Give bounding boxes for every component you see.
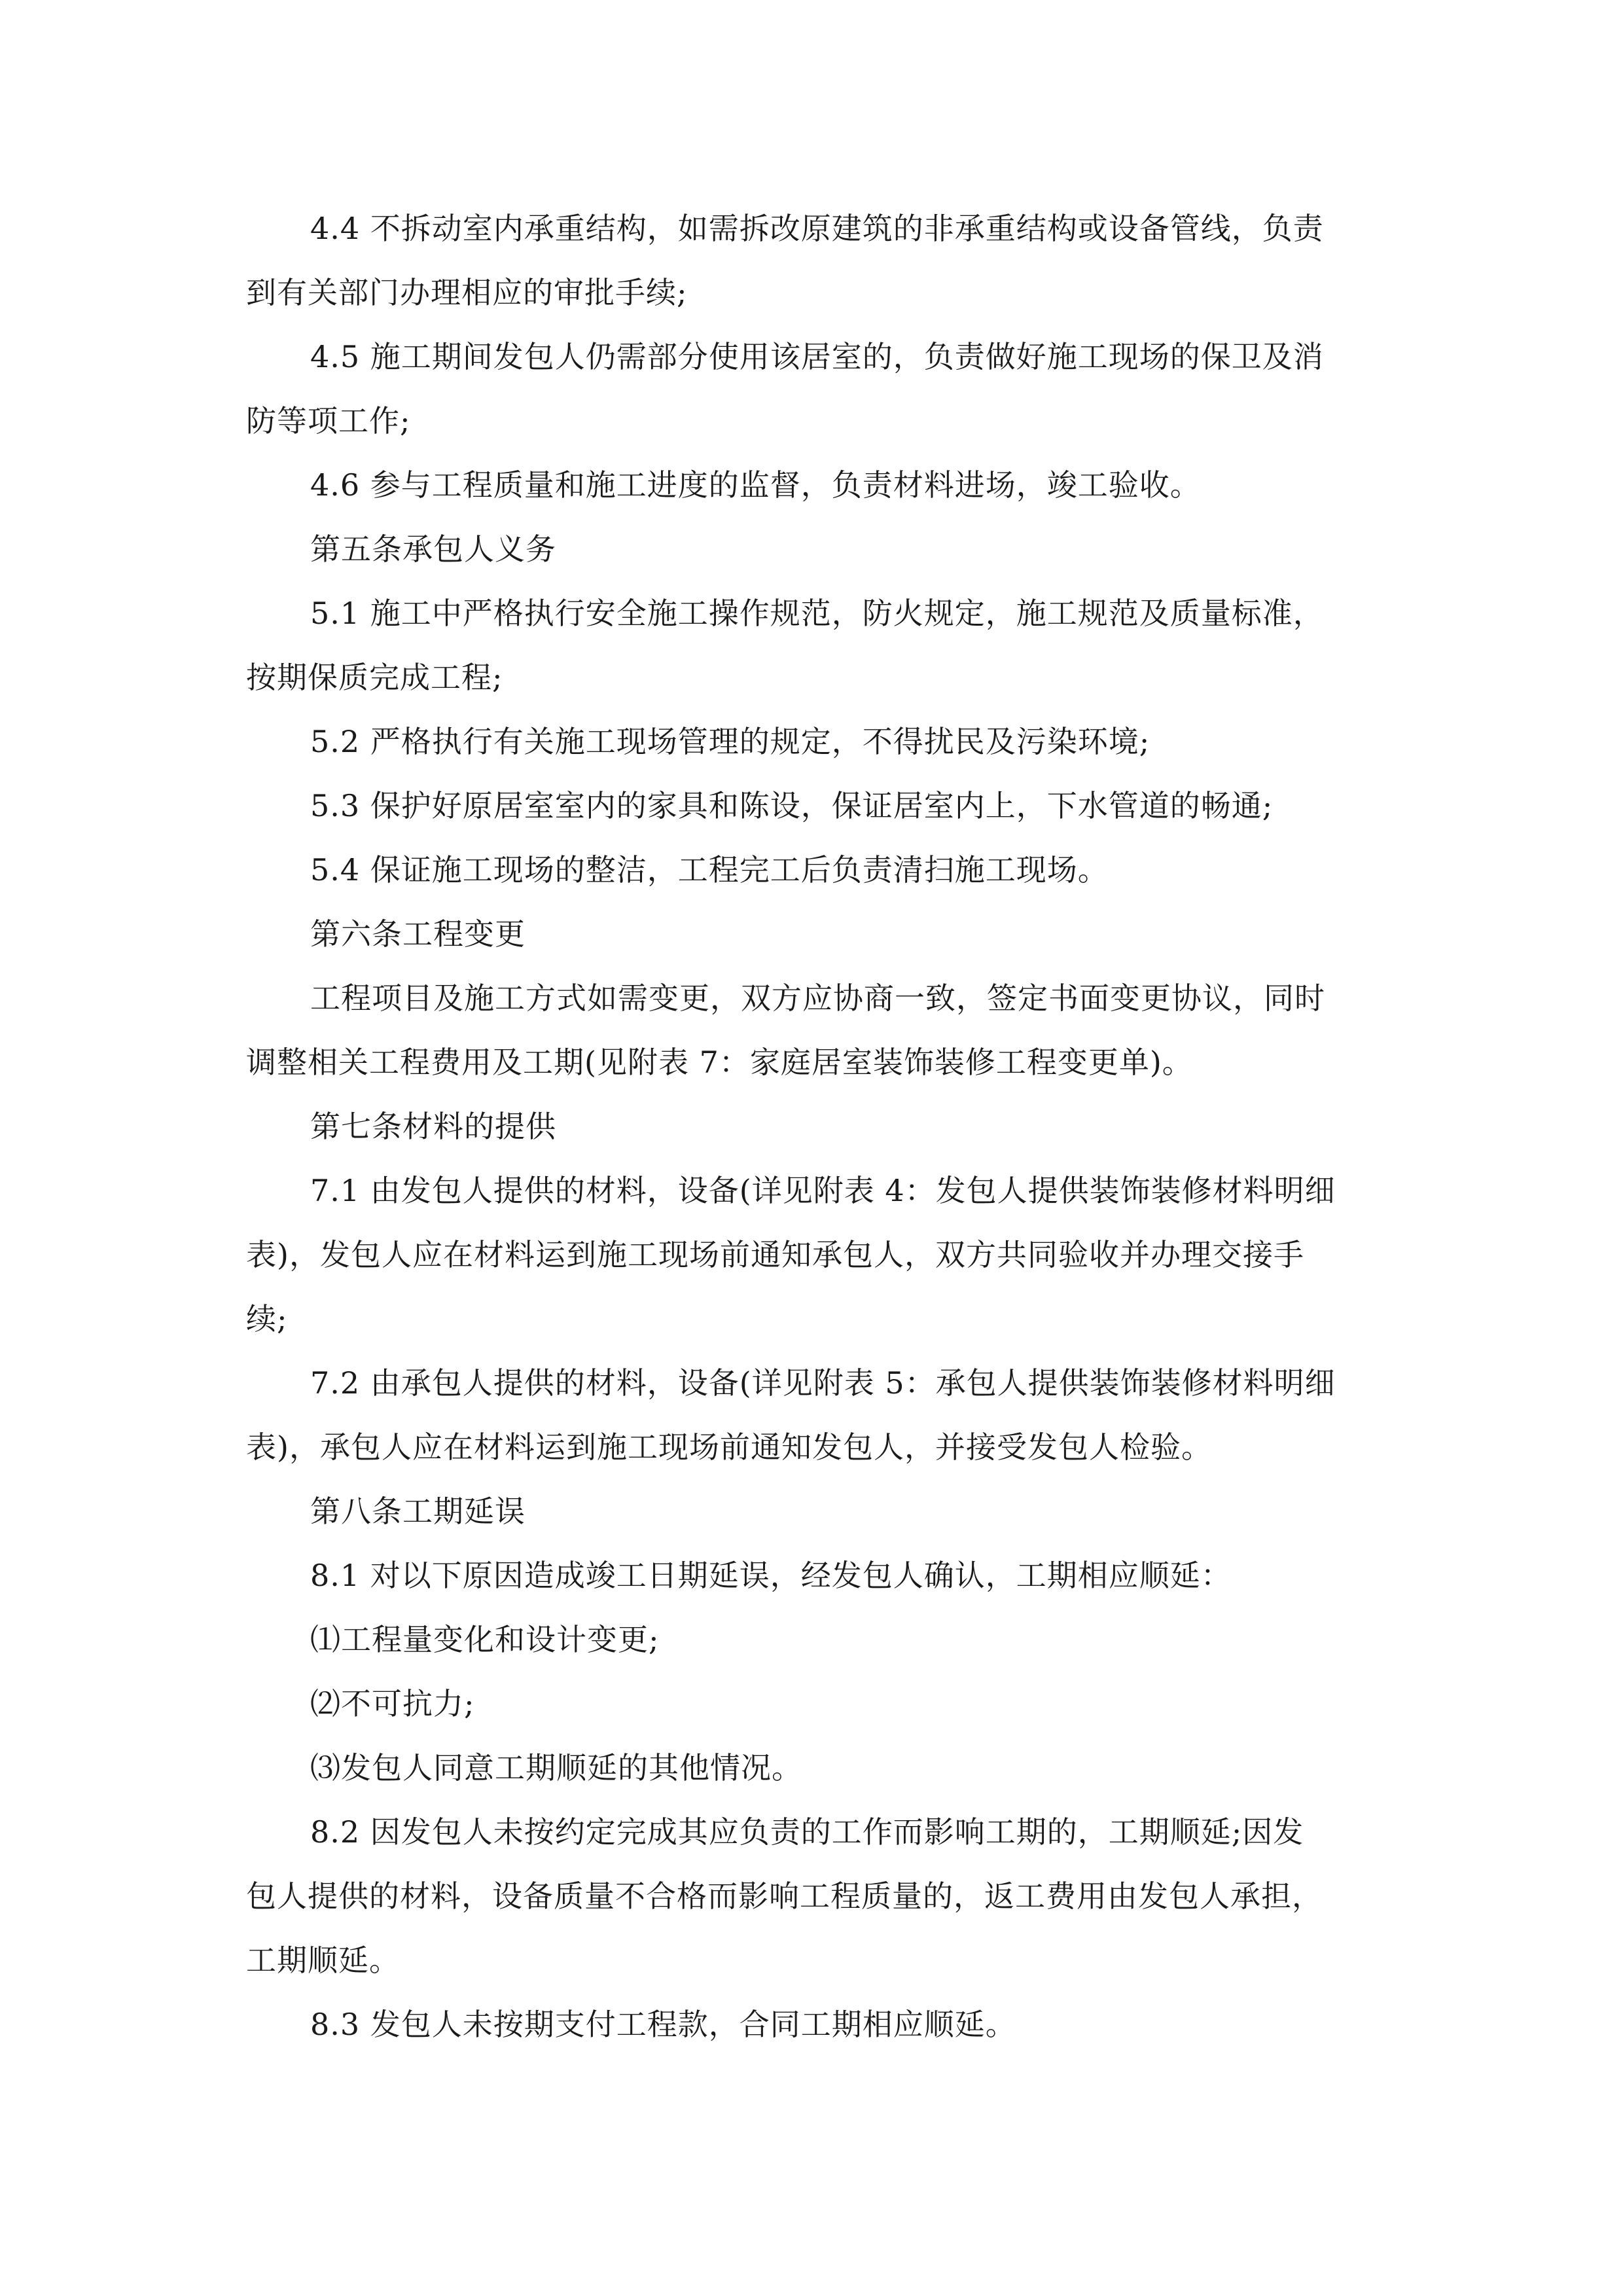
paragraph-7-2 bbox=[246, 1351, 1385, 1479]
paragraph-line: 防等项工作; bbox=[246, 403, 411, 439]
paragraph-line: 表)，发包人应在材料运到施工现场前通知承包人，双方共同验收并办理交接手 bbox=[246, 1237, 1304, 1272]
section-heading-article-8 bbox=[246, 1479, 1385, 1543]
heading-line: 第五条承包人义务 bbox=[310, 531, 556, 567]
paragraph-4-4 bbox=[246, 196, 1385, 325]
paragraph-8-3 bbox=[246, 1992, 1385, 2056]
paragraph-line: 续; bbox=[246, 1301, 288, 1336]
paragraph-5-3 bbox=[246, 774, 1385, 838]
paragraph-line: 4.6 参与工程质量和施工进度的监督，负责材料进场，竣工验收。 bbox=[310, 467, 1201, 503]
paragraph-5-2 bbox=[246, 709, 1385, 774]
paragraph-8-1 bbox=[246, 1543, 1385, 1607]
paragraph-line: 工期顺延。 bbox=[246, 1943, 400, 1978]
paragraph-line: 5.4 保证施工现场的整洁，工程完工后负责清扫施工现场。 bbox=[310, 852, 1109, 888]
paragraph-line: 8.3 发包人未按期支付工程款，合同工期相应顺延。 bbox=[310, 2007, 1016, 2042]
paragraph-4-6 bbox=[246, 453, 1385, 517]
paragraph-line: 8.2 因发包人未按约定完成其应负责的工作而影响工期的，工期顺延;因发 bbox=[310, 1814, 1304, 1850]
section-heading-article-7 bbox=[246, 1094, 1385, 1158]
section-heading-article-6 bbox=[246, 902, 1385, 966]
paragraph-8-2 bbox=[246, 1800, 1385, 1992]
list-item-line: ⑶发包人同意工期顺延的其他情况。 bbox=[310, 1750, 802, 1785]
paragraph-line: 4.4 不拆动室内承重结构，如需拆改原建筑的非承重结构或设备管线，负责 bbox=[310, 211, 1324, 246]
document-body bbox=[246, 196, 1385, 2056]
heading-line: 第六条工程变更 bbox=[310, 916, 526, 952]
list-item-2 bbox=[246, 1672, 1385, 1736]
paragraph-line: 包人提供的材料，设备质量不合格而影响工程质量的，返工费用由发包人承担， bbox=[246, 1878, 1323, 1914]
paragraph-line: 8.1 对以下原因造成竣工日期延误，经发包人确认，工期相应顺延： bbox=[310, 1558, 1232, 1593]
paragraph-line: 到有关部门办理相应的审批手续; bbox=[246, 275, 688, 310]
paragraph-5-1 bbox=[246, 581, 1385, 709]
paragraph-line: 5.2 严格执行有关施工现场管理的规定，不得扰民及污染环境; bbox=[310, 724, 1150, 759]
paragraph-line: 工程项目及施工方式如需变更，双方应协商一致，签定书面变更协议，同时 bbox=[310, 980, 1325, 1016]
list-item-1 bbox=[246, 1607, 1385, 1672]
paragraph-article-6-body bbox=[246, 966, 1385, 1094]
paragraph-line: 按期保质完成工程; bbox=[246, 660, 503, 695]
paragraph-4-5 bbox=[246, 325, 1385, 453]
list-item-3 bbox=[246, 1736, 1385, 1800]
paragraph-line: 4.5 施工期间发包人仍需部分使用该居室的，负责做好施工现场的保卫及消 bbox=[310, 339, 1324, 374]
list-item-line: ⑴工程量变化和设计变更; bbox=[310, 1622, 660, 1657]
list-item-line: ⑵不可抗力; bbox=[310, 1686, 475, 1721]
section-heading-article-5 bbox=[246, 517, 1385, 581]
paragraph-line: 5.3 保护好原居室室内的家具和陈设，保证居室内上，下水管道的畅通; bbox=[310, 788, 1274, 823]
heading-line: 第八条工期延误 bbox=[310, 1494, 526, 1529]
paragraph-5-4 bbox=[246, 838, 1385, 902]
paragraph-line: 5.1 施工中严格执行安全施工操作规范，防火规定，施工规范及质量标准， bbox=[310, 596, 1324, 631]
paragraph-line: 7.2 由承包人提供的材料，设备(详见附表 5：承包人提供装饰装修材料明细 bbox=[310, 1365, 1336, 1401]
paragraph-line: 7.1 由发包人提供的材料，设备(详见附表 4：发包人提供装饰装修材料明细 bbox=[310, 1173, 1336, 1208]
paragraph-line: 表)，承包人应在材料运到施工现场前通知发包人，并接受发包人检验。 bbox=[246, 1429, 1212, 1465]
paragraph-7-1 bbox=[246, 1158, 1385, 1351]
paragraph-line: 调整相关工程费用及工期(见附表 7：家庭居室装饰装修工程变更单)。 bbox=[246, 1045, 1193, 1080]
heading-line: 第七条材料的提供 bbox=[310, 1109, 556, 1144]
